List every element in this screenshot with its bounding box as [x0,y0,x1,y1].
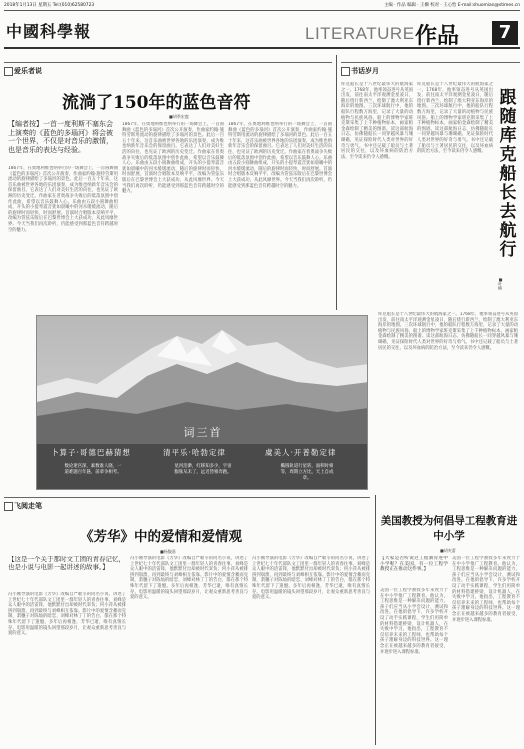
article-body: 美国一位工程学教授多年来致力于在中小学推广工程教育。他认为，工程思维是一种解决问题的能力，孩子们应当从小学会设计、测试和改进。在他的倡导下，许多学校开设了动手实践课程，学生们用简单的材料搭建桥梁、设计机器人，在失败中学习。他指出，工程教育不仅培养未来的工程师，也帮助每个孩子理解身边的科技世界。这一理念正在被越来越多的教育者接受，并逐步进入课程标准。 [380,588,448,655]
article-lead: 【这是一个关于那时文工团的青春记忆，也是小说与电影一起讲述的故事。】 [8,556,125,571]
section-divider [4,497,370,498]
editor-line: 主编 · 作品 编辑 · 王姗 校对 · 王心怡 E-mail:shuomian@stimes.cn [383,3,520,8]
article-title: 《芳华》中的爱情和爱情观 [80,529,242,545]
article-body: 美国一位工程学教授多年来致力于在中小学推广工程教育。他认为，工程思维是一种解决问题的能力，孩子们应当从小学会设计、测试和改进。在他的倡导下，许多学校开设了动手实践课程，学生们用简单的材料搭建桥梁、设计机器人，在失败中学习。他指出，工程教育不仅培养未来的工程师，也帮助每个孩子理解身边的科技世界。这一理念正在被越来越多的教育者接受，并逐步进入课程标准。 [452,556,520,623]
article-body: 1867年，在奥地利维也纳举行的一场舞会上，一首圆舞曲《蓝色的多瑙河》首次公开演奏，作曲家约翰·施特劳斯用流动的旋律描绘了多瑙河的景色。此后一百五十年来，这首乐曲被世界各地的乐团演奏，成为维也纳新年音乐会的保留曲目。它表达了人们对美好生活的向往，也见证了欧洲的历史变迁。作曲家在普奥战争失败后的低落氛围中创作此曲，希望以音乐鼓舞人心。乐曲由五段小圆舞曲组成，开头的小提琴震音犹如晨曦中的河水缓缓流动，随后的旋律时而轻快，时而舒展。首演时合唱版本反响平平，改编为管弦乐版后在巴黎世博会上大获成功，从此风靡世界。今天当我们再次聆听，仍能感受到那蓝色音符跨越时空的魅力。 [228,122,332,189]
page-number-badge: 7 [492,21,518,45]
poem-lines: 椭圆轨道行星转，面积时相等，周期立方比，天上自成章。 [280,464,334,481]
article-body: 1867年，在奥地利维也纳举行的一场舞会上，一首圆舞曲《蓝色的多瑙河》首次公开演奏，作曲家约翰·施特劳斯用流动的旋律描绘了多瑙河的景色。此后一百五十年来，这首乐曲被世界各地的乐团演奏，成为维也纳新年音乐会的保留曲目。它表达了人们对美好生活的向往，也见证了欧洲的历史变迁。作曲家在普奥战争失败后的低落氛围中创作此曲，希望以音乐鼓舞人心。乐曲由五段小圆舞曲组成，开头的小提琴震音犹如晨曦中的河水缓缓流动，随后的旋律时而轻快，时而舒展。首演时合唱版本反响平平，改编为管弦乐版后在巴黎世博会上大获成功，从此风靡世界。今天当我们再次聆听，仍能感受到那蓝色音符跨越时空的魅力。 [122,122,224,195]
section-divider [341,62,520,63]
article-body: 库克船长是十八世纪最伟大的航海家之一。1768年，他率领奋进号从英国出发，前往南太平洋观测金星凌日，随后绕行新西兰，绘制了澳大利亚东海岸的地图。三次环球航行中，他的船队行程数万海里，记录了大量的动植物与民族风俗。船上的博物学家班克斯采集了上千种植物标本，画家帕金森绘制了精美的图谱。读这部航海日志，仿佛随船长一同穿越风暴与珊瑚礁，见证探险时代人类对世界的好奇与勇气。书中还记载了船员与土著居民的交往，以及坏血病的防治方法，至今读来仍令人感慨。 [378,312,518,351]
section-chinese-title: 作品 [415,24,460,49]
mountain-photo [36,315,368,490]
article-body: 库克船长是十八世纪最伟大的航海家之一。1768年，他率领奋进号从英国出发，前往南太平洋观测金星凌日，随后绕行新西兰，绘制了澳大利亚东海岸的地图。三次环球航行中，他的船队行程数万海里，记录了大量的动植物与民族风俗。船上的博物学家班克斯采集了上千种植物标本，画家帕金森绘制了精美的图谱。读这部航海日志，仿佛随船长一同穿越风暴与珊瑚礁，见证探险时代人类对世界的好奇与勇气。书中还记载了船员与土著居民的交往，以及坏血病的防治方法，至今读来仍令人感慨。 [341,82,413,160]
article-author: ■叶楠 [498,277,503,290]
poem-title: 清平乐·哈勃定律 [163,448,226,457]
article-author: ■杨馥嘉 [160,549,176,554]
poem-caption: 词三首 [183,426,223,439]
column-rule [336,55,337,310]
masthead [4,13,520,49]
top-info-bar [4,2,520,11]
poem-title: 卜算子·哥德巴赫猜想 [51,448,131,457]
poem-lines: 星河浩渺，红移知多少，宇宙膨胀从未了，远近皆相奔跑。 [174,464,232,475]
paper-logo: 中國科學報 [6,22,92,41]
poem-title: 虞美人·开普勒定律 [265,448,337,457]
date-line: 2018年1月13日 星期五 Tel:(010)62580723 [4,3,95,8]
article-title: 美国教授为何倡导工程教育进中小学 [380,515,518,542]
article-body: 1867年，在奥地利维也纳举行的一场舞会上，一首圆舞曲《蓝色的多瑙河》首次公开演奏，作曲家约翰·施特劳斯用流动的旋律描绘了多瑙河的景色。此后一百五十年来，这首乐曲被世界各地的乐团演奏，成为维也纳新年音乐会的保留曲目。它表达了人们对美好生活的向往，也见证了欧洲的历史变迁。作曲家在普奥战争失败后的低落氛围中创作此曲，希望以音乐鼓舞人心。乐曲由五段小圆舞曲组成，开头的小提琴震音犹如晨曦中的河水缓缓流动，随后的旋律时而轻快，时而舒展。首演时合唱版本反响平平，改编为管弦乐版后在巴黎世博会上大获成功，从此风靡世界。今天当我们再次聆听，仍能感受到那蓝色音符跨越时空的魅力。 [8,166,118,233]
article-body: 库克船长是十八世纪最伟大的航海家之一。1768年，他率领奋进号从英国出发，前往南太平洋观测金星凌日，随后绕行新西兰，绘制了澳大利亚东海岸的地图。三次环球航行中，他的船队行程数万海里，记录了大量的动植物与民族风俗。船上的博物学家班克斯采集了上千种植物标本，画家帕金森绘制了精美的图谱。读这部航海日志，仿佛随船长一同穿越风暴与珊瑚礁，见证探险时代人类对世界的好奇与勇气。书中还记载了船员与土著居民的交往，以及坏血病的防治方法，至今读来仍令人感慨。 [417,82,493,155]
column-label: 书话岁月 [341,66,379,76]
column-label: 飞阅走笔 [4,501,42,511]
column-label: 爱乐者说 [4,66,42,76]
section-english-title: LITERATURE [305,24,415,43]
article-body: 冯小刚导演的电影《芳华》改编自严歌苓的同名小说，讲述了上世纪七十年代部队文工团里一群年轻人的青春往事。刘峰是众人眼中的活雷锋，他默默付出却被时代辜负；何小萍从被排挤到崩溃，再到最终与刘峰相互依靠。影片中的爱情含蓄而克制，萧穗子对陈灿的暗恋、刘峰对林丁丁的告白，都在那个特殊年代留下了遗憾。多年后再相逢，芳华已逝，唯有真情长存。电影用温暖的镜头回望那段岁月，让观众重新思考善良与爱的意义。 [252,556,370,601]
article-lead: 【大家是否听说过工程教育进中小学呢？在美国，有一位工程学教授正在推动这件事。】 [380,556,448,573]
section-divider [4,62,332,63]
article-author: ■胡季宏鹿 [169,114,189,119]
article-body: 冯小刚导演的电影《芳华》改编自严歌苓的同名小说，讲述了上世纪七十年代部队文工团里一群年轻人的青春往事。刘峰是众人眼中的活雷锋，他默默付出却被时代辜负；何小萍从被排挤到崩溃，再到最终与刘峰相互依靠。影片中的爱情含蓄而克制，萧穗子对陈灿的暗恋、刘峰对林丁丁的告白，都在那个特殊年代留下了遗憾。多年后再相逢，芳华已逝，唯有真情长存。电影用温暖的镜头回望那段岁月，让观众重新思考善良与爱的意义。 [130,556,248,601]
poem-lines: 数论迷宫深，素数谁人晓，一道难题百年悬，前辈争相考。 [64,464,122,475]
article-author: ■胡麦蕾 [440,548,456,553]
column-rule [375,495,376,745]
article-body: 冯小刚导演的电影《芳华》改编自严歌苓的同名小说，讲述了上世纪七十年代部队文工团里一群年轻人的青春往事。刘峰是众人眼中的活雷锋，他默默付出却被时代辜负；何小萍从被排挤到崩溃，再到最终与刘峰相互依靠。影片中的爱情含蓄而克制，萧穗子对陈灿的暗恋、刘峰对林丁丁的告白，都在那个特殊年代留下了遗憾。多年后再相逢，芳华已逝，唯有真情长存。电影用温暖的镜头回望那段岁月，让观众重新思考善良与爱的意义。 [8,592,126,637]
article-lead: 【编者按】一首一度利斯不塞东会上演奏的《蓝色的多瑙河》将会被一个世界，不仅是对音乐的激情，也是音乐的表达与经验。 [8,120,113,154]
vertical-article-title: 跟随库克船长去航行 [499,88,517,260]
article-title: 流淌了150年的蓝色音符 [62,93,251,113]
